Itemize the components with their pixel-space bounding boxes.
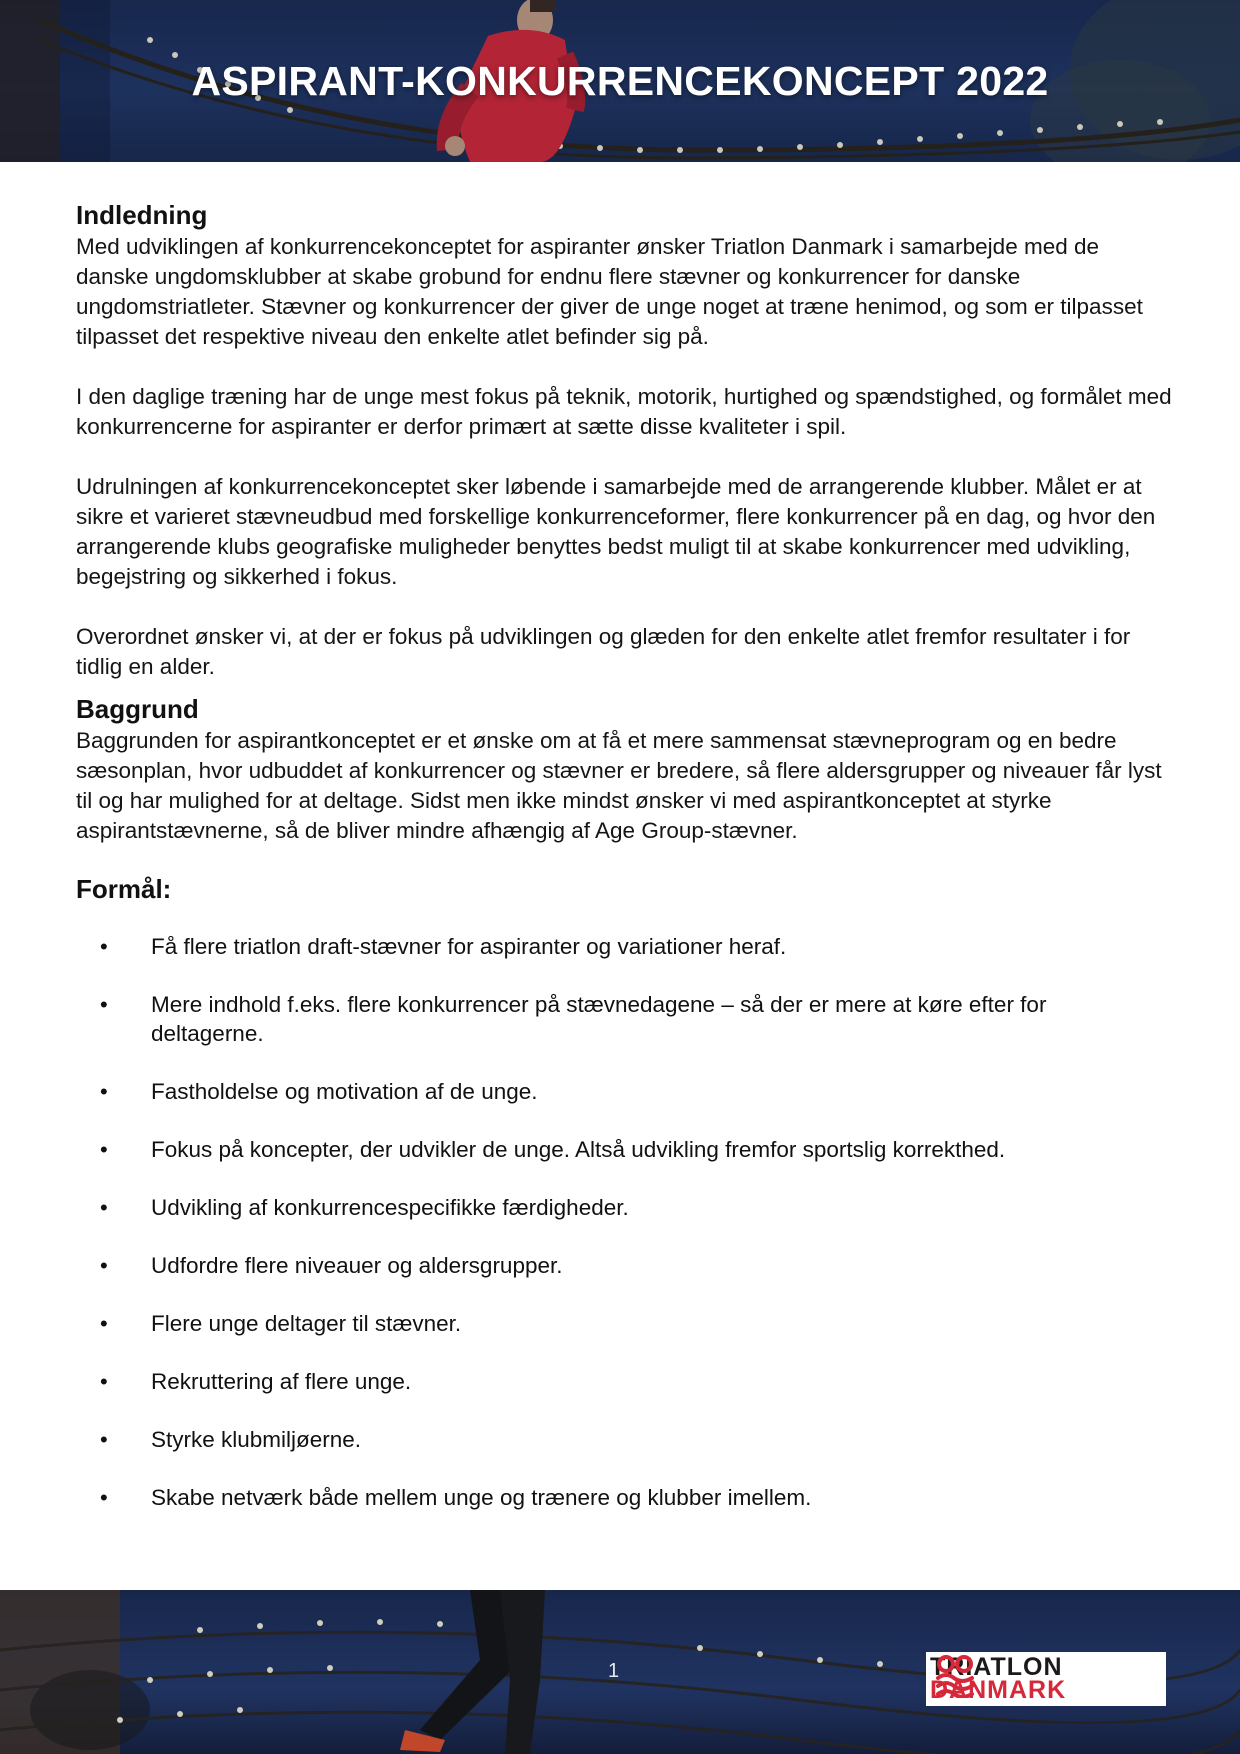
list-item: • Fokus på koncepter, der udvikler de unge. Altså udvikling fremfor sportslig korrekthed.: [100, 1137, 1006, 1162]
intro-paragraph-2: I den daglige træning har de unge mest fokus på teknik, motorik, hurtighed og spændstighed, og formålet med konkurrencerne for aspiranter er derfor primært at sætte disse kvaliteter i spil.: [76, 384, 1172, 439]
bullet-icon: •: [100, 934, 108, 959]
background-paragraph: Baggrunden for aspirantkonceptet er et ønske om at få et mere sammensat stævneprogram og en bedre sæsonplan, hvor udbuddet af konkurrencer og stævner er bredere, så flere aldersgrupper og niveauer får lyst til og har mulighed for at deltage. Sidst men ikke mindst ønsker vi med aspirantkonceptet at styrke aspirantstævnerne, så de bliver mindre afhængig af Age Group-stævner.: [76, 728, 1162, 843]
bullet-icon: •: [100, 1253, 108, 1278]
bullet-icon: •: [100, 1369, 108, 1394]
list-item: • Flere unge deltager til stævner.: [100, 1311, 462, 1336]
intro-heading: Indledning: [76, 200, 208, 230]
triatlon-danmark-logo-icon: [934, 1652, 976, 1698]
logo-text-triatlon: TRIATLON: [930, 1653, 1063, 1681]
list-item: • Udfordre flere niveauer og aldersgrupper.: [100, 1253, 563, 1278]
bullet-icon: •: [100, 1137, 108, 1162]
list-item: • Rekruttering af flere unge.: [100, 1369, 412, 1394]
bullet-icon: •: [100, 1079, 108, 1104]
footer-banner: [0, 1590, 1240, 1754]
background-heading: Baggrund: [76, 694, 199, 724]
logo-text-danmark: DANMARK: [930, 1676, 1067, 1704]
list-item: • Mere indhold f.eks. flere konkurrencer på stævnedagene – så der er mere at køre efter for deltagerne.: [100, 992, 1047, 1046]
bullet-icon: •: [100, 1195, 108, 1220]
header-banner: [0, 0, 1240, 162]
list-item: • Udvikling af konkurrencespecifikke færdigheder.: [100, 1195, 629, 1220]
intro-paragraph-1: Med udviklingen af konkurrencekonceptet for aspiranter ønsker Triatlon Danmark i samarbejde med de danske ungdomsklubber at skabe grobund for endnu flere stævner og konkurrencer for danske ungdomstriatleter. Stævner og konkurrencer der giver de unge noget at træne henimod, og som er tilpasset tilpasset det respektive niveau den enkelte atlet befinder sig på.: [76, 234, 1143, 349]
list-item: • Få flere triatlon draft-stævner for aspiranter og variationer heraf.: [100, 934, 787, 959]
bullet-icon: •: [100, 992, 108, 1017]
purpose-list: [76, 932, 1176, 1512]
bullet-icon: •: [100, 1311, 108, 1336]
triatlon-danmark-logo: [926, 1652, 1166, 1706]
list-item: • Skabe netværk både mellem unge og trænere og klubber imellem.: [100, 1485, 812, 1510]
list-item: • Styrke klubmiljøerne.: [100, 1427, 362, 1452]
document-body: [76, 198, 1176, 1541]
purpose-heading: Formål:: [76, 874, 172, 904]
bullet-icon: •: [100, 1485, 108, 1510]
page-title: ASPIRANT-KONKURRENCEKONCEPT 2022: [191, 58, 1049, 104]
intro-paragraph-3: Udrulningen af konkurrencekonceptet sker løbende i samarbejde med de arrangerende klubber. Målet er at sikre et varieret stævneudbud med forskellige konkurrenceformer, flere konkurrencer på en dag, og hvor den arrangerende klubs geografiske muligheder benyttes bedst muligt til at skabe konkurrencer med udvikling, begejstring og sikkerhed i fokus.: [76, 474, 1156, 589]
intro-paragraph-4: Overordnet ønsker vi, at der er fokus på udviklingen og glæden for den enkelte atlet fremfor resultater i for tidlig en alder.: [76, 624, 1131, 679]
list-item: • Fastholdelse og motivation af de unge.: [100, 1079, 538, 1104]
bullet-icon: •: [100, 1427, 108, 1452]
page-number: 1: [608, 1660, 620, 1682]
